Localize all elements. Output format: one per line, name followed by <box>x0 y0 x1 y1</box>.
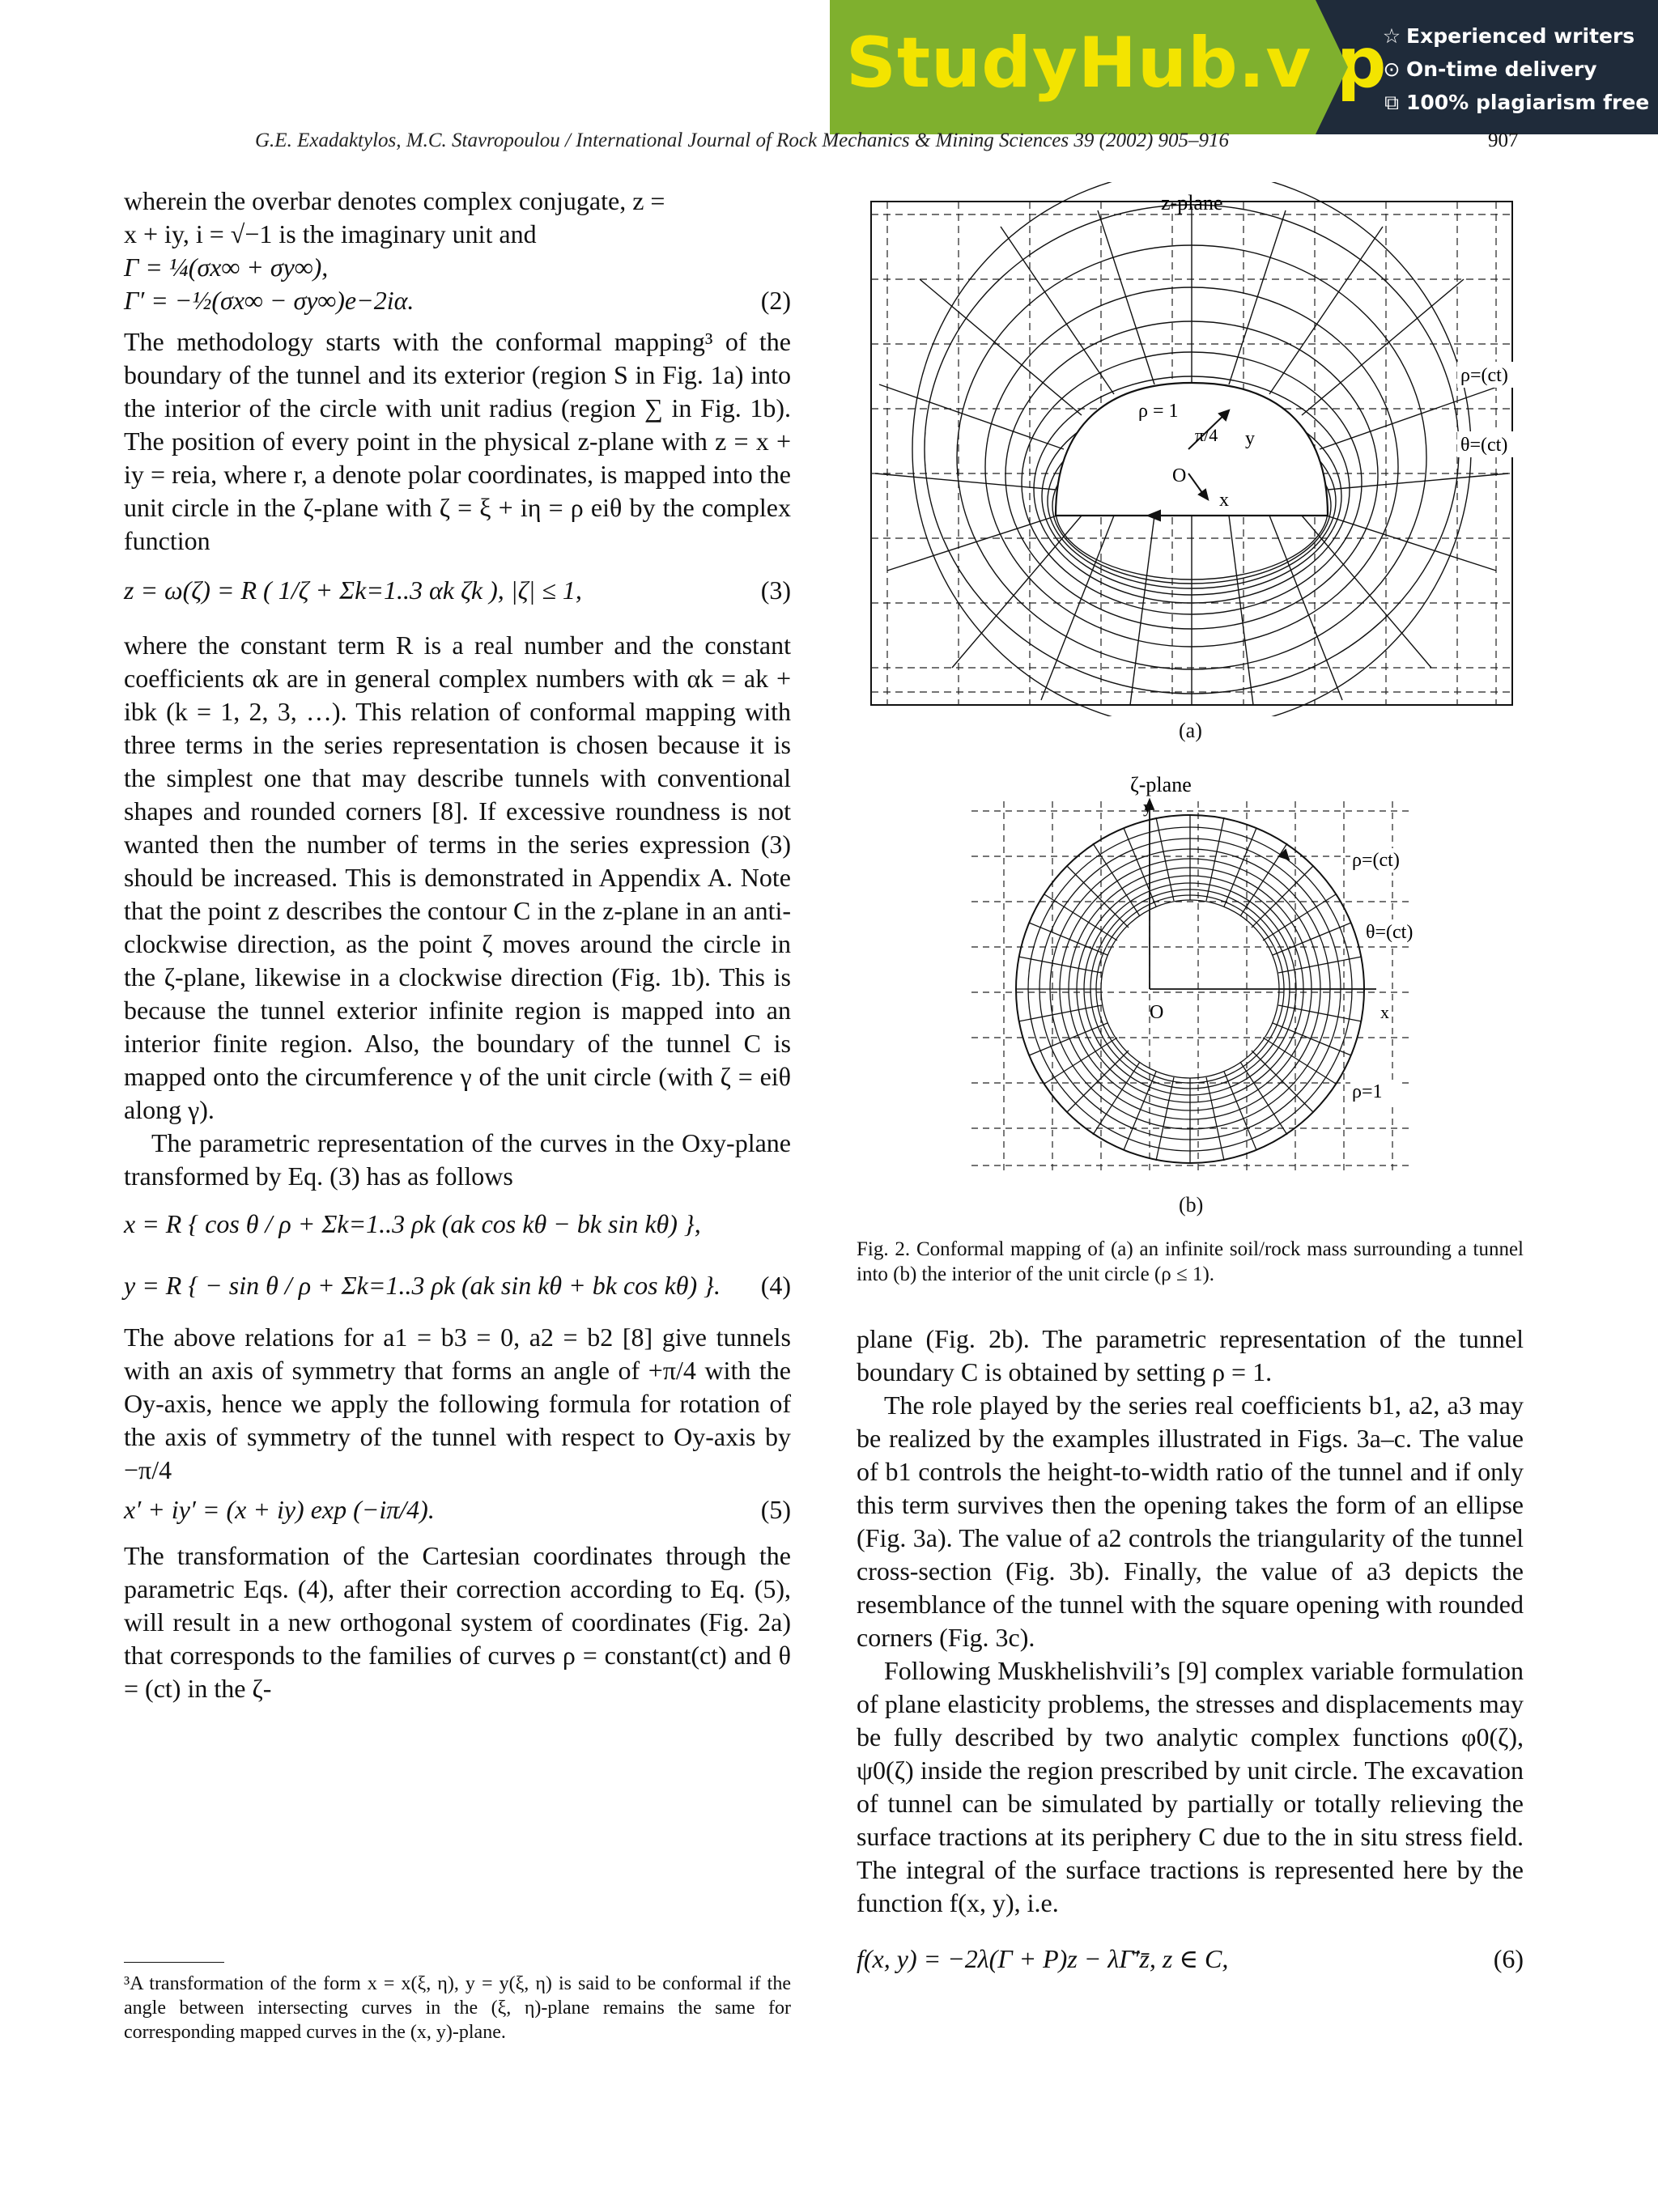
rho-ct-label: ρ=(ct) <box>1460 365 1508 386</box>
paragraph: The methodology starts with the conformal mapping³ of the boundary of the tunnel and its exterior (region S in Fig. 1a) into the interior of the circle with unit radius (region ∑ in Fig. 1b). The position of every point in the physical z-plane with z = x + iy = reia, where r, a denote polar coordinates, is mapped into the unit circle in the ζ-plane with ζ = ξ + iη = ρ eiθ by the complex function <box>124 327 791 555</box>
x-axis-label: x <box>1219 490 1229 511</box>
copy-document-icon: ⧉ <box>1384 91 1399 114</box>
feature-item: ⊙ On-time delivery <box>1380 53 1649 86</box>
figure-caption: Fig. 2. Conformal mapping of (a) an infinite soil/rock mass surrounding a tunnel into (b) the interior of the unit circle (ρ ≤ 1). <box>857 1238 1524 1285</box>
footnote: ³A transformation of the form x = x(ξ, η), y = y(ξ, η) is said to be conformal if the angle between intersecting curves in the (ξ, η)-plane remains the same for corresponding mapped curves in the (x, y)-plane. <box>124 1973 791 2043</box>
rho-1-label: ρ=1 <box>1352 1081 1383 1102</box>
equation-number: (3) <box>760 575 791 605</box>
paragraph: The role played by the series real coefficients b1, a2, a3 may be realized by the examples illustrated in Figs. 3a–c. The value of b1 controls the height-to-width ratio of the tunnel and if only this term survives then the opening takes the form of an ellipse (Fig. 3a). The value of a2 controls the triangularity of the tunnel cross-section (Fig. 3b). Finally, the value of a3 depicts the resemblance of the tunnel with the square opening with rounded corners (Fig. 3c). <box>857 1390 1524 1652</box>
pi-4-label: π/4 <box>1195 425 1218 445</box>
rho-ct-label: ρ=(ct) <box>1352 850 1400 871</box>
right-column <box>857 1323 1524 1976</box>
running-head: G.E. Exadaktylos, M.C. Stavropoulou / International Journal of Rock Mechanics & Mining Sciences 39 (2002) 905–916 <box>255 129 1230 151</box>
equation: z = ω(ζ) = R ( 1/ζ + Σk=1..3 αk ζk ), |ζ| ≤ 1, (3) <box>124 558 791 622</box>
equation: x = R { cos θ / ρ + Σk=1..3 ρk (ak cos kθ − bk sin kθ) }, <box>124 1209 701 1238</box>
brand-panel <box>830 0 1388 134</box>
paragraph: x + iy, i = √−1 is the imaginary unit and <box>124 219 537 248</box>
left-column <box>124 185 791 1705</box>
paragraph: The above relations for a1 = b3 = 0, a2 = b2 [8] give tunnels with an axis of symmetry that forms an angle of +π/4 with the Oy-axis, hence we apply the following formula for rotation of the axis of symmetry of the tunnel with respect to Oy-axis by −π/4 <box>124 1323 791 1484</box>
x-axis-label: x <box>1380 1002 1389 1022</box>
origin-label: O <box>1172 465 1187 486</box>
equation-number: (4) <box>760 1271 791 1300</box>
paragraph: The parametric representation of the curves in the Oxy-plane transformed by Eq. (3) has as follows <box>124 1128 791 1191</box>
figure-sublabel-b: (b) <box>1179 1193 1204 1216</box>
figure-2a <box>865 182 1519 716</box>
promo-banner[interactable] <box>830 0 1658 134</box>
equation: x′ + iy′ = (x + iy) exp (−iπ/4). (5) <box>124 1493 791 1526</box>
equation: y = R { − sin θ / ρ + Σk=1..3 ρk (ak sin kθ + bk cos kθ) }. (4) <box>124 1255 791 1316</box>
figure-2b <box>955 769 1457 1190</box>
footnote-rule <box>124 1962 224 1963</box>
zeta-plane-label: ζ-plane <box>1130 773 1192 796</box>
theta-ct-label: θ=(ct) <box>1460 435 1508 456</box>
y-axis-label: y <box>1245 428 1255 449</box>
clock-icon: ⊙ <box>1383 57 1401 81</box>
rho-1-label: ρ = 1 <box>1138 401 1179 422</box>
equation: f(x, y) = −2λ(Γ + P)z − λΓ̄′z̄, z ∈ C, (6) <box>857 1942 1524 1976</box>
equation-number: (2) <box>760 286 791 315</box>
feature-list <box>1380 19 1649 119</box>
origin-label: O <box>1150 1002 1164 1023</box>
paragraph: plane (Fig. 2b). The parametric representation of the tunnel boundary C is obtained by setting ρ = 1. <box>857 1324 1524 1386</box>
equation: Γ′ = −½(σx∞ − σy∞)e−2iα. (2) <box>124 284 791 317</box>
paragraph: where the constant term R is a real number and the constant coefficients αk are in general complex numbers with αk = ak + ibk (k = 1, 2, 3, …). This relation of conformal mapping with three terms in the series representation is chosen because it is the simplest one that may describe tunnels with conventional shapes and rounded corners [8]. If excessive roundness is not wanted then the number of terms in the series expression (3) should be increased. This is demonstrated in Appendix A. Note that the point z describes the contour C in the z-plane in an anti-clockwise direction, as the point ζ moves around the circle in the ζ-plane, likewise in a clockwise direction (Fig. 1b). This is because the tunnel exterior infinite region is mapped into an interior finite region. Also, the boundary of the tunnel C is mapped onto the circumference γ of the unit circle (with ζ = eiθ along γ). <box>124 630 791 1124</box>
feature-item: ☆ Experienced writers <box>1380 19 1649 53</box>
equation: Γ = ¼(σx∞ + σy∞), <box>124 253 329 282</box>
theta-ct-label: θ=(ct) <box>1366 922 1414 943</box>
y-axis-label: y <box>1143 796 1152 817</box>
equation-number: (6) <box>1493 1944 1524 1973</box>
star-outline-icon: ☆ <box>1382 24 1401 48</box>
paragraph: Following Muskhelishvili’s [9] complex variable formulation of plane elasticity problems, the stresses and displacements may be fully described by two analytic complex functions φ0(ζ), ψ0(ζ) inside the region prescribed by unit circle. The excavation of tunnel can be simulated by partially or totally relieving the surface tractions at its periphery C due to the in situ stress field. The integral of the surface tractions is represented here by the function f(x, y), i.e. <box>857 1656 1524 1917</box>
figure-sublabel-a: (a) <box>1179 719 1202 742</box>
paragraph: The transformation of the Cartesian coordinates through the parametric Eqs. (4), after their correction according to Eq. (5), will result in a new orthogonal system of coordinates (Fig. 2a) that corresponds to the families of curves ρ = constant(ct) and θ = (ct) in the ζ- <box>124 1541 791 1703</box>
paragraph: wherein the overbar denotes complex conjugate, z = <box>124 186 665 215</box>
z-plane-label: z-plane <box>1161 191 1223 214</box>
feature-item: ⧉ 100% plagiarism free <box>1380 86 1649 119</box>
page-number: 907 <box>1488 129 1519 151</box>
brand-logo: StudyHub.vip <box>846 23 1388 104</box>
equation-number: (5) <box>760 1495 791 1524</box>
